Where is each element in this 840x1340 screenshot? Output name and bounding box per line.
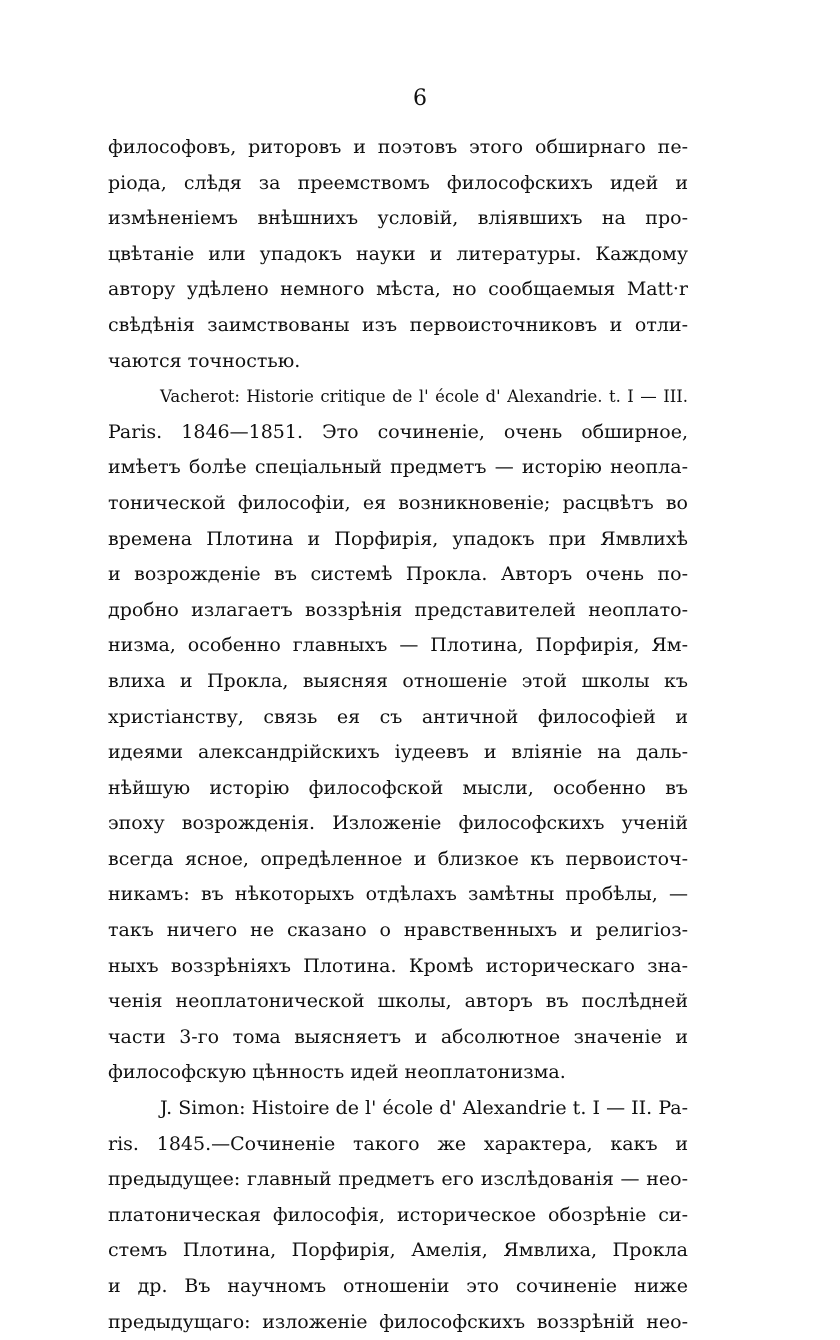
text-line: эпоху возрожденія. Изложеніе философскихъ ученій: [108, 812, 688, 835]
text-line: нѣйшую исторію философской мысли, особенно въ: [108, 776, 688, 799]
text-line: тонической философіи, ея возникновеніе; расцвѣтъ во: [108, 491, 688, 514]
text-line: и др. Въ научномъ отношеніи это сочиненіе ниже: [108, 1275, 688, 1297]
text-line: ныхъ воззрѣніяхъ Плотина. Кромѣ историческаго зна-: [108, 954, 688, 977]
text-line: ріода, слѣдя за преемствомъ философскихъ идей и: [108, 171, 688, 194]
text-line: идеями александрійскихъ іудеевъ и вліяніе на даль-: [108, 741, 688, 764]
text-line: части 3-го тома выясняетъ и абсолютное значеніе и: [108, 1025, 688, 1048]
text-line: цвѣтаніе или упадокъ науки и литературы. Каждому: [108, 242, 688, 265]
text-line: J. Simon: Histoire de l' école d' Alexandrie t. I — II. Pa-: [160, 1097, 688, 1120]
text-line: и возрожденіе въ системѣ Прокла. Авторъ очень по-: [108, 563, 688, 586]
text-line: философскую цѣнность идей неоплатонизма.: [108, 1061, 566, 1084]
text-line: христіанству, связь ея съ античной философіей и: [108, 705, 688, 728]
text-line: низма, особенно главныхъ — Плотина, Порфирія, Ям-: [108, 634, 688, 657]
text-line: предыдущаго: изложеніе философскихъ воззрѣній нео-: [108, 1310, 688, 1333]
text-line: стемъ Плотина, Порфирія, Амелія, Ямвлиха, Прокла: [108, 1239, 688, 1262]
text-line: ris. 1845.—Сочиненіе такого же характера, какъ и: [108, 1132, 688, 1155]
text-line: времена Плотина и Порфирія, упадокъ при Ямвлихѣ: [108, 527, 688, 550]
text-line: имѣетъ болѣе спеціальный предметъ — исторію неопла-: [108, 456, 688, 479]
text-line: никамъ: въ нѣкоторыхъ отдѣлахъ замѣтны пробѣлы, —: [108, 883, 688, 906]
text-line: платоническая философія, историческое обозрѣніе си-: [108, 1203, 688, 1226]
text-line: автору удѣлено немного мѣста, но сообщаемыя Matt·r: [108, 278, 688, 301]
text-line: влиха и Прокла, выясняя отношеніе этой школы къ: [108, 669, 688, 692]
text-line: предыдущее: главный предметъ его изслѣдованія — нео-: [108, 1168, 688, 1191]
text-line: такъ ничего не сказано о нравственныхъ и религіоз-: [108, 919, 688, 942]
text-line: чаются точностью.: [108, 349, 301, 372]
text-line: дробно излагаетъ воззрѣнія представителей неоплато-: [108, 598, 688, 621]
text-line: Paris. 1846—1851. Это сочиненіе, очень обширное,: [108, 420, 688, 443]
text-line: ченія неоплатонической школы, авторъ въ послѣдней: [108, 990, 688, 1013]
text-line: философовъ, риторовъ и поэтовъ этого обширнаго пе-: [108, 136, 688, 158]
page-number: 6: [413, 86, 427, 111]
text-line: свѣдѣнія заимствованы изъ первоисточниковъ и отли-: [108, 313, 688, 336]
text-line: всегда ясное, опредѣленное и близкое къ первоисточ-: [108, 847, 688, 870]
text-line: измѣненіемъ внѣшнихъ условій, вліявшихъ на про-: [108, 207, 688, 230]
text-line: Vacherot: Historie critique de l' école d' Alexandrie. t. I — III.: [160, 387, 688, 407]
body-text: [108, 130, 688, 1340]
